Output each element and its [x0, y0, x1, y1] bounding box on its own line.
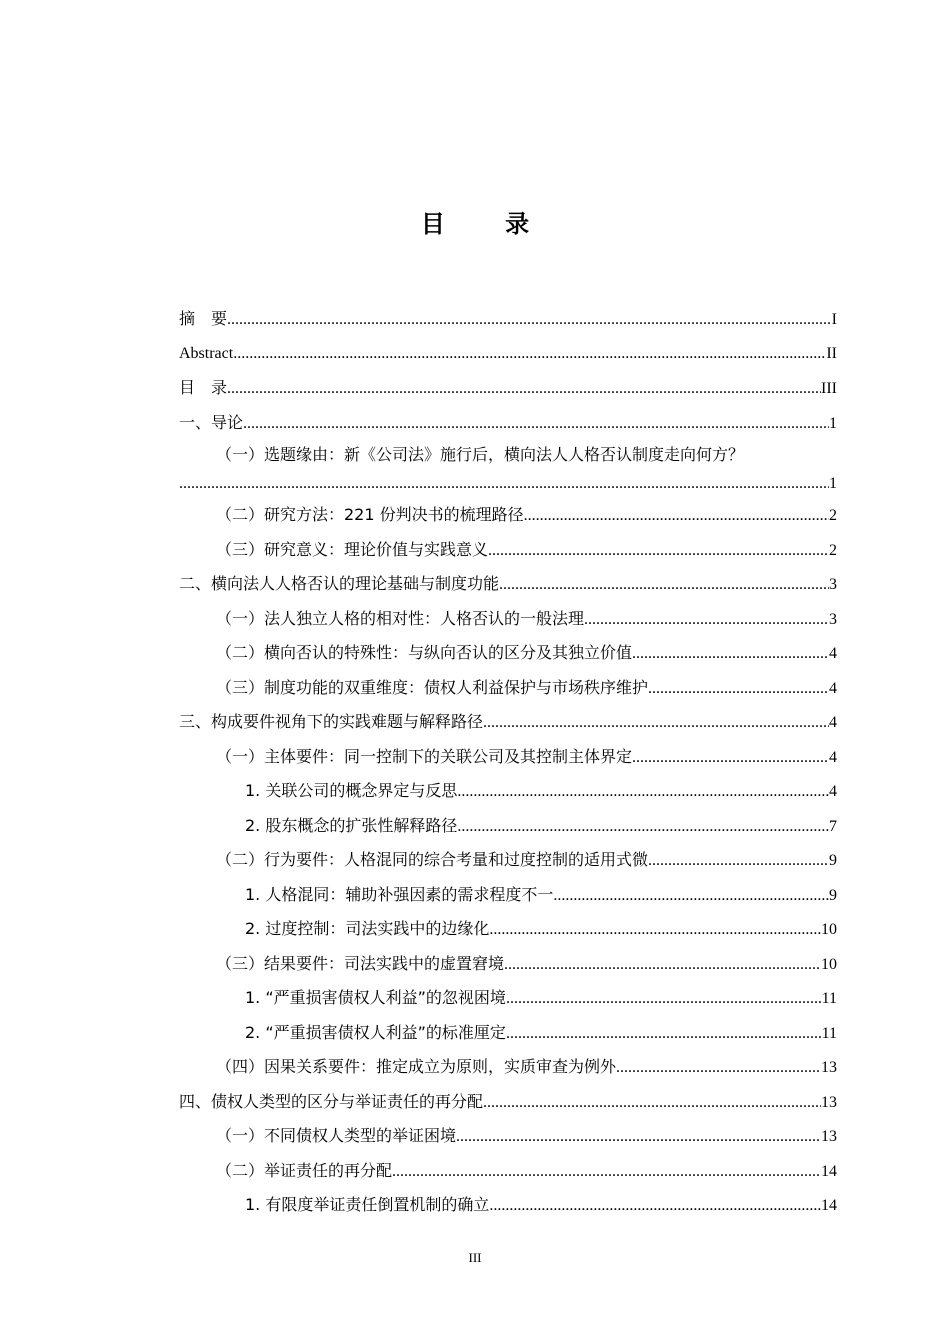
toc-entry-section-3-2-1[interactable]: [179, 878, 837, 913]
toc-leader-dots: [489, 1189, 821, 1224]
toc-leader-dots: [488, 534, 829, 569]
toc-leader-dots: [584, 603, 829, 638]
toc-entry-abstract-en[interactable]: [179, 337, 837, 372]
toc-entry-page: 10: [821, 921, 837, 938]
toc-entry-label: 四、债权人类型的区分与举证责任的再分配: [179, 1091, 484, 1111]
toc-entry-section-2-1[interactable]: [179, 602, 837, 637]
toc-entry-page: 10: [821, 955, 837, 973]
toc-entry-page: I: [831, 311, 837, 328]
toc-leader-dots: [227, 372, 821, 407]
toc-entry-page: II: [826, 344, 837, 362]
toc-entry-contents[interactable]: [179, 371, 837, 406]
toc-entry-label: （二）研究方法：221 份判决书的梳理路径: [216, 505, 524, 524]
toc-entry-chapter-4[interactable]: [179, 1085, 837, 1120]
toc-entry-label: 1. 有限度举证责任倒置机制的确立: [245, 1195, 490, 1214]
toc-leader-dots: [616, 1051, 821, 1086]
toc-leader-dots: [524, 499, 829, 534]
toc-leader-dots: [506, 1017, 822, 1052]
toc-entry-page: 4: [829, 748, 837, 766]
toc-leader-dots: [483, 1086, 821, 1121]
page-title: 目 录: [420, 210, 556, 238]
toc-entry-label: Abstract: [179, 344, 234, 362]
toc-entry-page: 1: [829, 414, 837, 432]
toc-entry-label: （三）研究意义：理论价值与实践意义: [216, 539, 489, 559]
toc-entry-label: 摘 要: [179, 309, 228, 328]
toc-entry-label: 2. 股东概念的扩张性解释路径: [245, 815, 458, 835]
toc-entry-section-3-3-2[interactable]: [179, 1016, 837, 1051]
toc-leader-dots: [506, 982, 822, 1017]
toc-entry-label: （一）选题缘由：新《公司法》施行后，横向法人人格否认制度走向何方？: [216, 445, 745, 464]
toc-entry-section-4-1[interactable]: [179, 1119, 837, 1154]
toc-entry-label: （三）制度功能的双重维度：债权人利益保护与市场秩序维护: [216, 677, 649, 697]
toc-entry-label: 2. “严重损害债权人利益”的标准厘定: [245, 1022, 506, 1042]
toc-entry-page: 9: [829, 852, 837, 869]
toc-leader-dots: [456, 1120, 821, 1155]
toc-leader-dots: [632, 741, 829, 776]
toc-entry-section-4-2-1[interactable]: [179, 1188, 837, 1223]
toc-entry-page: 7: [829, 817, 837, 835]
toc-entry-label: （一）主体要件：同一控制下的关联公司及其控制主体界定: [216, 746, 633, 766]
toc-leader-dots: [553, 879, 829, 914]
toc-entry-chapter-2[interactable]: [179, 567, 837, 602]
toc-entry-page: 4: [829, 679, 837, 697]
toc-entry-section-1-3[interactable]: [179, 533, 837, 568]
toc-leader-dots: [483, 706, 829, 741]
toc-entry-page: 3: [829, 576, 837, 593]
toc-entry-label: （二）横向否认的特殊性：与纵向否认的区分及其独立价值: [216, 643, 633, 662]
toc-leader-dots: [499, 568, 829, 603]
toc-entry-label: 三、构成要件视角下的实践难题与解释路径: [179, 712, 484, 731]
toc-entry-label: （二）行为要件：人格混同的综合考量和过度控制的适用式微: [216, 850, 649, 869]
toc-entry-page: 4: [829, 714, 837, 731]
toc-entry-section-3-3[interactable]: [179, 947, 837, 982]
toc-entry-section-1-1[interactable]: [179, 440, 837, 469]
toc-entry-section-2-3[interactable]: [179, 671, 837, 706]
toc-entry-label: 1. 关联公司的概念界定与反思: [245, 781, 458, 800]
toc-entry-label: （一）不同债权人类型的举证困境: [216, 1126, 457, 1145]
toc-entry-section-1-2[interactable]: [179, 498, 837, 533]
toc-entry-label: 1. “严重损害债权人利益”的忽视困境: [245, 988, 506, 1007]
toc-entry-label: 目 录: [179, 378, 228, 397]
toc-entry-page: 9: [829, 886, 837, 904]
toc-entry-section-3-3-1[interactable]: [179, 981, 837, 1016]
toc-entry-abstract-cn[interactable]: [179, 302, 837, 337]
toc-entry-section-3-1[interactable]: [179, 740, 837, 775]
toc-entry-page: 1: [829, 475, 837, 492]
toc-entry-page: 4: [829, 645, 837, 662]
toc-leader-dots: [392, 1155, 821, 1190]
toc-entry-label: （三）结果要件：司法实践中的虚置窘境: [216, 953, 505, 973]
toc-leader-dots: [648, 844, 829, 879]
toc-entry-page: 14: [821, 1197, 837, 1214]
toc-entry-page: 4: [829, 783, 837, 800]
toc-entry-label: （二）举证责任的再分配: [216, 1160, 393, 1180]
page-number: III: [468, 1250, 482, 1265]
toc-entry-page: 11: [821, 1024, 837, 1042]
toc-leader-dots: [233, 337, 826, 372]
toc-entry-page: 2: [829, 507, 837, 524]
toc-entry-label: 二、横向法人人格否认的理论基础与制度功能: [179, 574, 500, 593]
toc-leader-dots: [457, 775, 829, 810]
toc-entry-section-4-2[interactable]: [179, 1154, 837, 1189]
toc-entry-section-1-1-continuation[interactable]: [179, 469, 837, 498]
toc-entry-label: 一、导论: [179, 412, 244, 432]
toc-entry-page: 13: [821, 1093, 837, 1111]
toc-leader-dots: [243, 407, 829, 442]
toc-entry-label: （一）法人独立人格的相对性：人格否认的一般法理: [216, 608, 585, 628]
toc-leader-dots: [457, 810, 829, 845]
toc-entry-chapter-3[interactable]: [179, 705, 837, 740]
toc-entry-page: 2: [829, 541, 837, 559]
toc-leader-dots: [504, 948, 821, 983]
toc-entry-label: （四）因果关系要件：推定成立为原则，实质审查为例外: [216, 1057, 617, 1076]
toc-entry-page: III: [821, 380, 837, 397]
table-of-contents: [179, 302, 837, 1223]
toc-entry-section-3-1-2[interactable]: [179, 809, 837, 844]
toc-entry-label: 1. 人格混同：辅助补强因素的需求程度不一: [245, 884, 554, 904]
toc-entry-page: 13: [821, 1059, 837, 1076]
toc-entry-page: 3: [829, 610, 837, 628]
toc-entry-section-3-1-1[interactable]: [179, 774, 837, 809]
toc-entry-label: 2. 过度控制：司法实践中的边缘化: [245, 919, 490, 938]
toc-leader-dots: [227, 303, 832, 338]
toc-entry-section-3-4[interactable]: [179, 1050, 837, 1085]
toc-leader-dots: [489, 913, 821, 948]
toc-entry-section-2-2[interactable]: [179, 636, 837, 671]
toc-entry-section-3-2[interactable]: [179, 843, 837, 878]
toc-leader-dots: [648, 672, 829, 707]
toc-entry-chapter-1[interactable]: [179, 406, 837, 441]
toc-entry-section-3-2-2[interactable]: [179, 912, 837, 947]
toc-entry-page: 14: [821, 1162, 837, 1180]
toc-leader-dots: [179, 469, 829, 498]
toc-entry-page: 11: [821, 990, 837, 1007]
toc-entry-page: 13: [821, 1128, 837, 1145]
toc-leader-dots: [632, 637, 829, 672]
